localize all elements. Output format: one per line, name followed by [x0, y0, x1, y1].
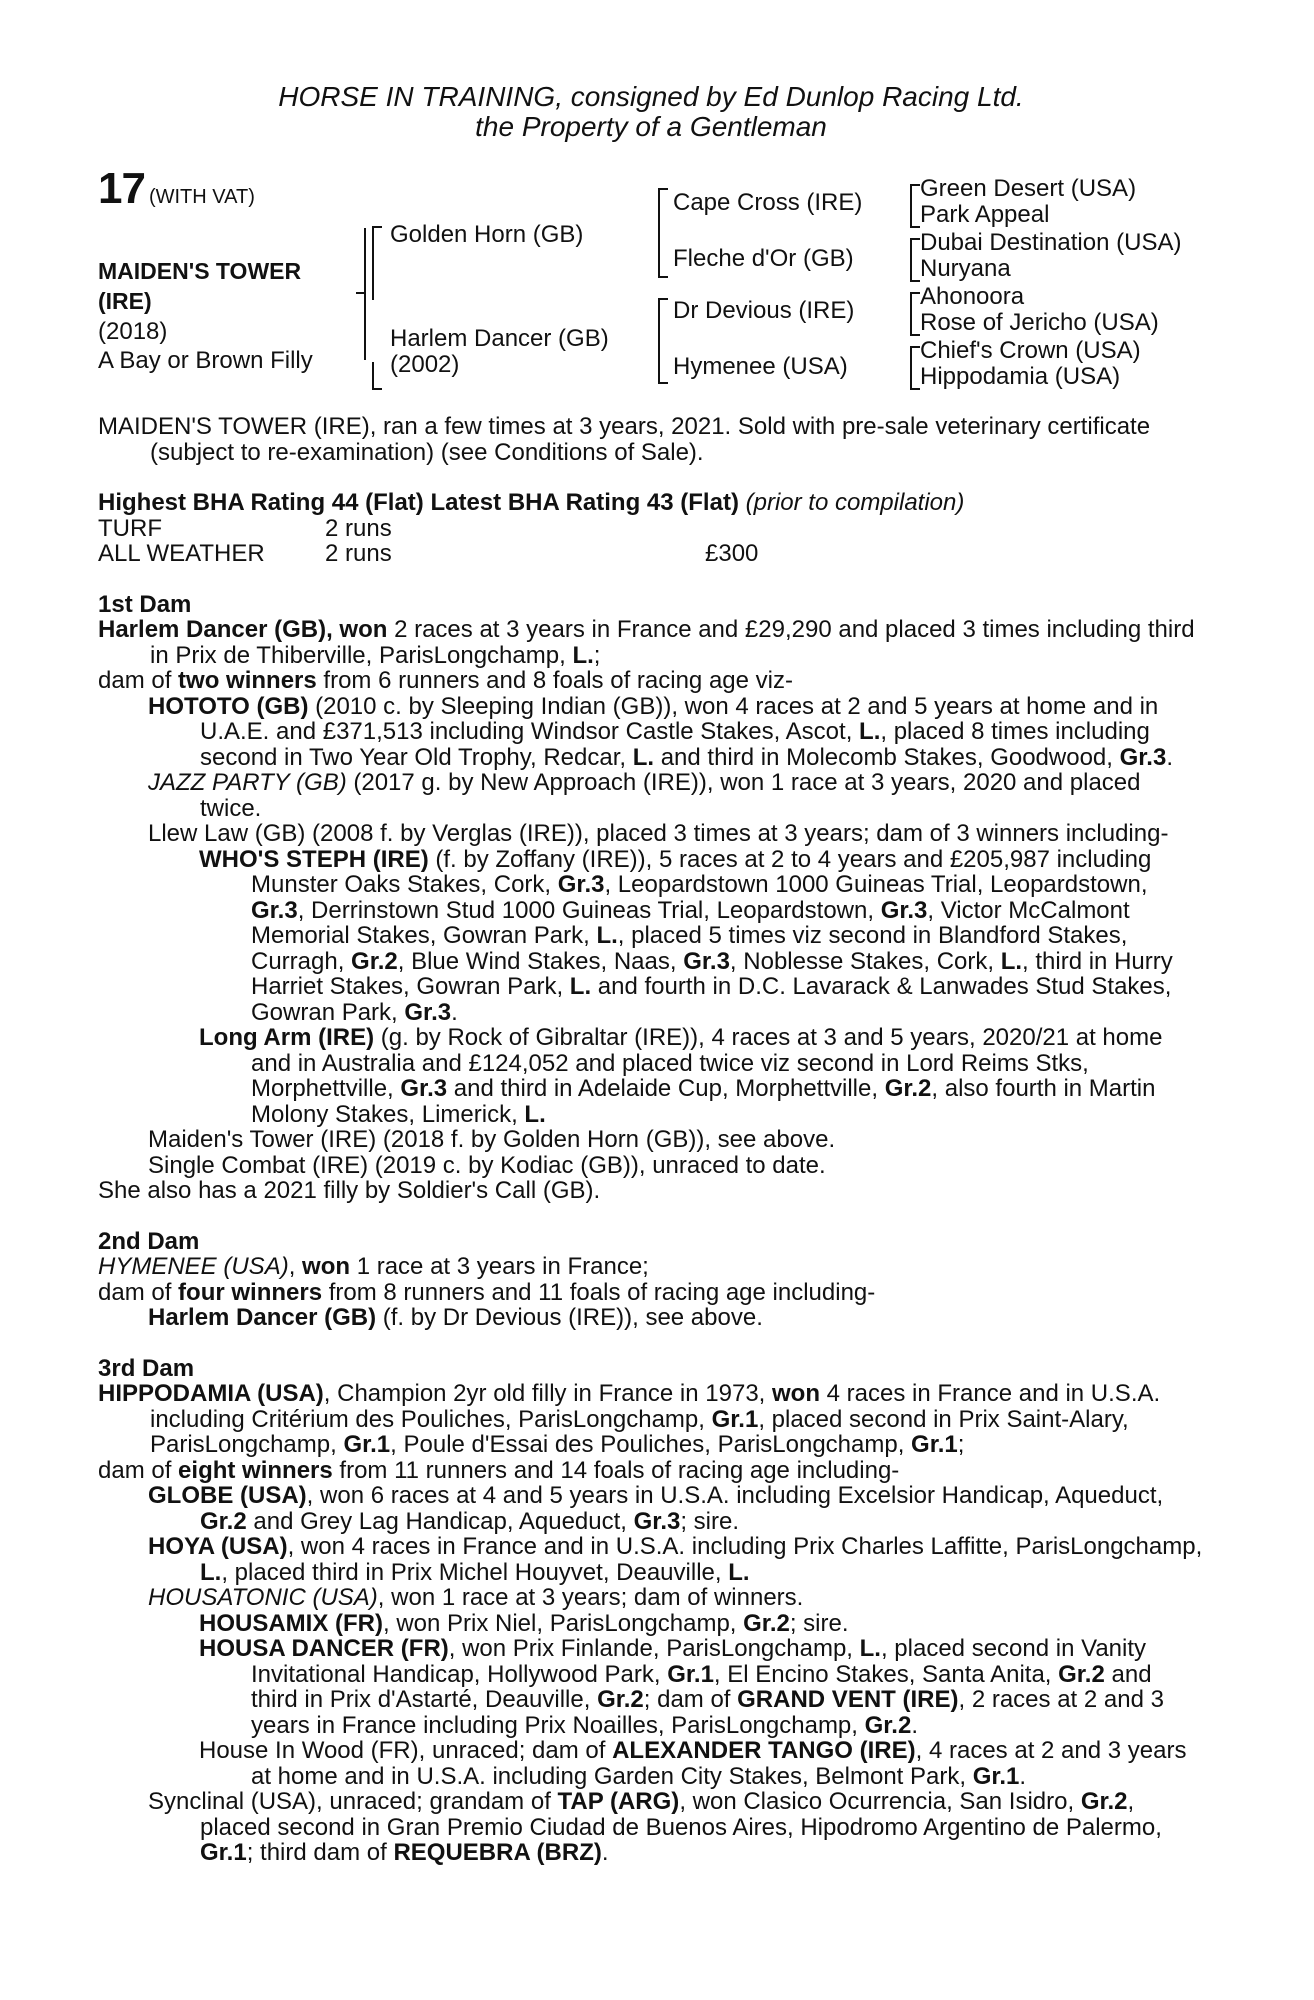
horse-description: A Bay or Brown Filly	[98, 347, 313, 374]
third-dam-heading: 3rd Dam	[98, 1354, 195, 1382]
pedigree-dam-sire: Dr Devious (IRE)	[673, 297, 855, 324]
pedigree-ggp: Park Appeal	[920, 201, 1050, 228]
first-dam-record: Harlem Dancer (GB), won 2 races at 3 years in France and £29,290 and placed 3 times including third in Prix de Thiberville, ParisLongchamp, L.;	[98, 616, 1195, 669]
horse-year: (2018)	[98, 318, 168, 345]
produce-entry: HOTOTO (GB) (2010 c. by Sleeping Indian (GB)), won 4 races at 2 and 5 years at home and in U.A.E. and £371,513 including Windsor Castle Stakes, Ascot, L., placed 8 times including second in Two Year Old Trophy, Redcar, L. and third in Molecomb Stakes, Goodwood, Gr.3.	[148, 692, 1173, 771]
produce-entry: HOUSATONIC (USA), won 1 race at 3 years; dam of winners.	[148, 1584, 804, 1611]
rating-line: Highest BHA Rating 44 (Flat) Latest BHA Rating 43 (Flat) (prior to compilation)	[98, 489, 965, 516]
second-dam-record: HYMENEE (USA), won 1 race at 3 years in France;	[98, 1253, 649, 1280]
pedigree-sire-sire: Cape Cross (IRE)	[673, 189, 863, 216]
first-dam-produce: dam of two winners from 6 runners and 8 foals of racing age viz-	[98, 667, 793, 694]
second-dam-produce: dam of four winners from 8 runners and 11 foals of racing age including-	[98, 1278, 876, 1306]
bracket	[372, 226, 382, 300]
third-dam-produce: dam of eight winners from 11 runners and 14 foals of racing age including-	[98, 1456, 900, 1484]
produce-entry: House In Wood (FR), unraced; dam of ALEXANDER TANGO (IRE), 4 races at 2 and 3 years at home and in U.S.A. including Garden City Stakes, Belmont Park, Gr.1.	[199, 1737, 1187, 1790]
produce-entry: Maiden's Tower (IRE) (2018 f. by Golden Horn (GB)), see above.	[148, 1126, 836, 1153]
produce-entry: JAZZ PARTY (GB) (2017 g. by New Approach (IRE)), won 1 race at 3 years, 2020 and placed twice.	[148, 769, 1141, 822]
produce-entry: HOUSA DANCER (FR), won Prix Finlande, ParisLongchamp, L., placed second in Vanity Invitational Handicap, Hollywood Park, Gr.1, El Encino Stakes, Santa Anita, Gr.2 and third in Prix d'Astarté, Deauville, Gr.2; dam of GRAND VENT (IRE), 2 races at 2 and 3 years in France including Prix Noailles, ParisLongchamp, Gr.2.	[199, 1635, 1164, 1739]
bracket	[910, 346, 920, 390]
bracket	[910, 184, 920, 228]
pedigree-dam: Harlem Dancer (GB)	[390, 325, 609, 352]
bracket	[372, 362, 382, 390]
first-dam-heading: 1st Dam	[98, 590, 192, 618]
produce-entry: WHO'S STEPH (IRE) (f. by Zoffany (IRE)), 5 races at 2 to 4 years and £205,987 including Munster Oaks Stakes, Cork, Gr.3, Leopardstown 1000 Guineas Trial, Leopardstown, Gr.3, Derrinstown Stud 1000 Guineas Trial, Leopardstown, Gr.3, Victor McCalmont Memorial Stakes, Gowran Park, L., placed 5 times viz second in Blandford Stakes, Curragh, Gr.2, Blue Wind Stakes, Naas, Gr.3, Noblesse Stakes, Cork, L., third in Hurry Harriet Stakes, Gowran Park, L. and fourth in D.C. Lavarack & Lanwades Stud Stakes, Gowran Park, Gr.3.	[199, 845, 1173, 1026]
produce-entry: Long Arm (IRE) (g. by Rock of Gibraltar (IRE)), 4 races at 3 and 5 years, 2020/21 at home and in Australia and £124,052 and placed twice viz second in Lord Reims Stks, Morphettville, Gr.3 and third in Adelaide Cup, Morphettville, Gr.2, also fourth in Martin Molony Stakes, Limerick, L.	[199, 1024, 1163, 1128]
produce-entry: Llew Law (GB) (2008 f. by Verglas (IRE)), placed 3 times at 3 years; dam of 3 winners including-	[148, 820, 1169, 847]
pedigree-ggp: Chief's Crown (USA)	[920, 337, 1141, 364]
produce-entry: Synclinal (USA), unraced; grandam of TAP (ARG), won Clasico Ocurrencia, San Isidro, Gr.2, placed second in Gran Premio Ciudad de Buenos Aires, Hipodromo Argentino de Palermo, Gr.1; third dam of REQUEBRA (BRZ).	[148, 1788, 1162, 1866]
second-dam-heading: 2nd Dam	[98, 1227, 200, 1255]
pedigree-ggp: Ahonoora	[920, 283, 1025, 310]
pedigree-dam-dam: Hymenee (USA)	[673, 353, 848, 380]
intro-paragraph: MAIDEN'S TOWER (IRE), ran a few times at 3 years, 2021. Sold with pre-sale veterinary certificate (subject to re-examination) (see Conditions of Sale).	[98, 413, 1151, 466]
horse-name: MAIDEN'S TOWER (IRE)	[98, 258, 302, 314]
produce-entry: Single Combat (IRE) (2019 c. by Kodiac (GB)), unraced to date.	[148, 1151, 826, 1179]
vat-label: (WITH VAT)	[148, 186, 255, 208]
bracket	[658, 298, 668, 384]
pedigree-ggp: Green Desert (USA)	[920, 175, 1137, 202]
header-line-1: HORSE IN TRAINING, consigned by Ed Dunlop Racing Ltd.	[278, 81, 1024, 112]
bracket	[910, 292, 920, 336]
pedigree-sire-dam: Fleche d'Or (GB)	[673, 245, 854, 272]
pedigree-ggp: Hippodamia (USA)	[920, 363, 1121, 390]
produce-entry: HOUSAMIX (FR), won Prix Niel, ParisLongchamp, Gr.2; sire.	[199, 1609, 849, 1637]
produce-entry: HOYA (USA), won 4 races in France and in U.S.A. including Prix Charles Laffitte, ParisLongchamp, L., placed third in Prix Michel Houyvet, Deauville, L.	[148, 1533, 1203, 1586]
produce-note: She also has a 2021 filly by Soldier's Call (GB).	[98, 1177, 601, 1204]
lot-number: 17 (WITH VAT)	[98, 164, 255, 213]
pedigree-dam-year: (2002)	[390, 351, 460, 378]
pedigree-sire: Golden Horn (GB)	[390, 221, 584, 248]
produce-entry: Harlem Dancer (GB) (f. by Dr Devious (IRE)), see above.	[148, 1304, 763, 1331]
catalogue-page	[98, 82, 1204, 1866]
page-header	[98, 82, 1204, 142]
bracket	[910, 238, 920, 282]
bracket	[658, 236, 668, 278]
runs-row: TURF 2 runs	[98, 514, 392, 542]
runs-row: ALL WEATHER 2 runs £300	[98, 540, 759, 567]
pedigree-block	[98, 164, 1204, 404]
bracket	[356, 228, 366, 294]
produce-entry: GLOBE (USA), won 6 races at 4 and 5 years in U.S.A. including Excelsior Handicap, Aqueduct, Gr.2 and Grey Lag Handicap, Aqueduct, Gr.3; sire.	[148, 1482, 1164, 1535]
bracket	[356, 292, 366, 360]
pedigree-ggp: Dubai Destination (USA)	[920, 229, 1182, 256]
pedigree-ggp: Nuryana	[920, 255, 1011, 282]
pedigree-ggp: Rose of Jericho (USA)	[920, 309, 1159, 336]
header-line-2: the Property of a Gentleman	[475, 111, 827, 142]
third-dam-record: HIPPODAMIA (USA), Champion 2yr old filly in France in 1973, won 4 races in France and in U.S.A. including Critérium des Pouliches, ParisLongchamp, Gr.1, placed second in Prix Saint-Alary, ParisLongchamp, Gr.1, Poule d'Essai des Pouliches, ParisLongchamp, Gr.1;	[98, 1380, 1161, 1458]
